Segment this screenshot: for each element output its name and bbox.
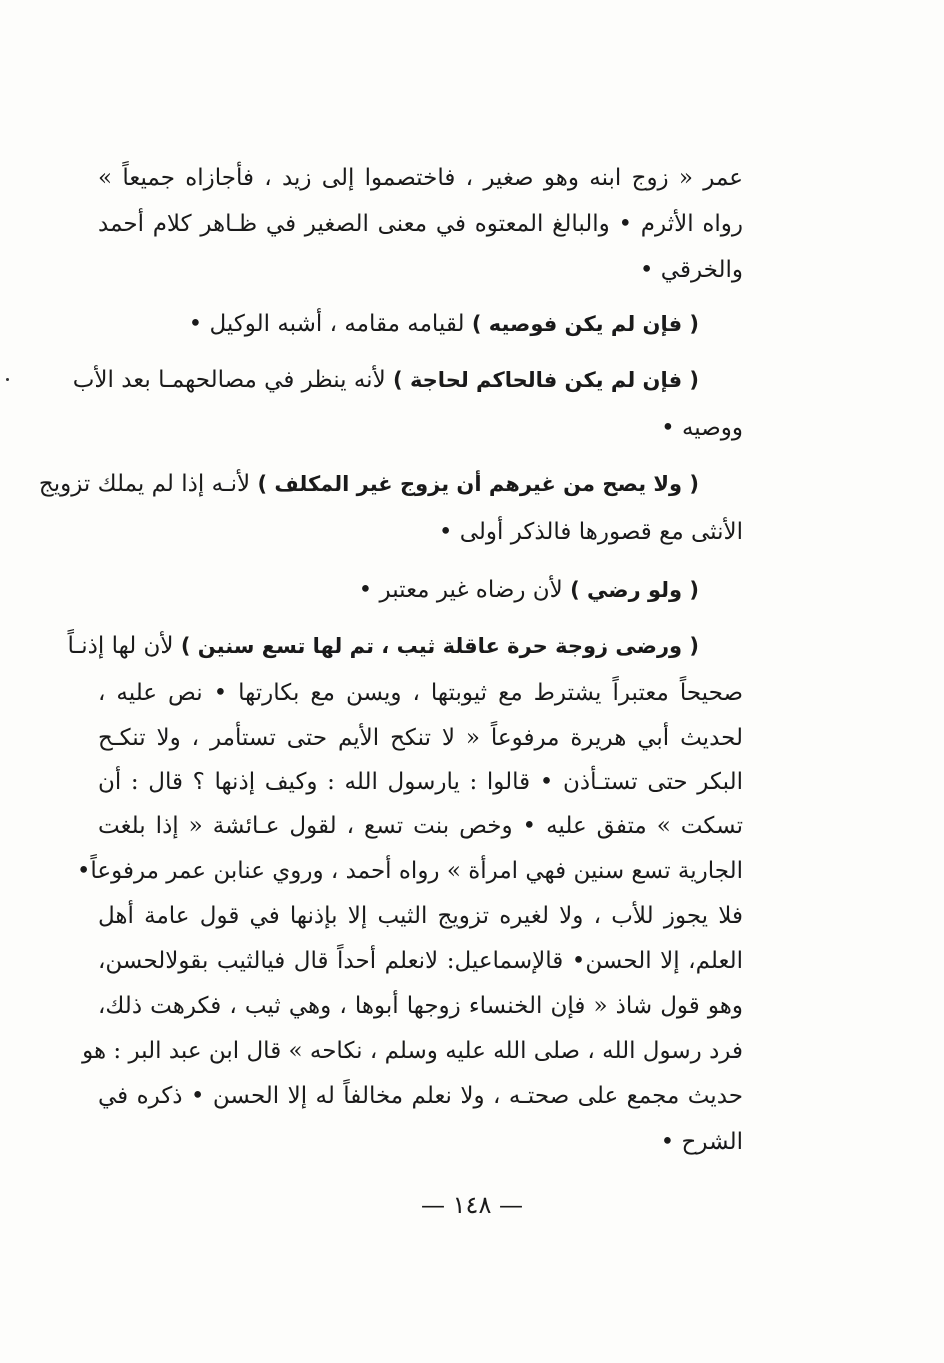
sharh-text: لأن لها إذنـاً [67, 633, 181, 659]
text-line: الشرح • [660, 1129, 743, 1155]
page-number: — ١٤٨ — [421, 1191, 523, 1219]
text-line: فرد رسول الله ، صلى الله عليه وسلم ، نكاحه » قال ابن عبد البر : هو [82, 1038, 743, 1064]
sharh-text: لأن رضاه غير معتبر • [358, 577, 571, 603]
scan-mark [6, 378, 9, 381]
text-line: رواه الأثرم • والبالغ المعتوه في معنى الصغير في ظـاهر كلام أحمد [98, 211, 743, 237]
text-line: عمر « زوج ابنه وهو صغير ، فاختصموا إلى زيد ، فأجازاه جميعاً » [98, 165, 743, 191]
text-line: لحديث أبي هريرة مرفوعاً « لا تنكح الأيم حتى تستأمر ، ولا تنكـح [98, 725, 743, 751]
sharh-text: لأنه ينظر في مصالحهمـا بعد الأب [72, 367, 394, 393]
matn-text: ( ورضى زوجة حرة عاقلة ثيب ، تم لها تسع سنين ) [180, 634, 699, 658]
text-line: الأنثى مع قصورها فالذكر أولى • [438, 519, 743, 545]
sharh-text: لأنـه إذا لم يملك تزويج [38, 471, 258, 497]
text-line: الجارية تسع سنين فهي امرأة » رواه أحمد ، وروي عنابن عمر مرفوعاً• [76, 858, 743, 884]
text-line [67, 626, 699, 666]
text-line [98, 570, 699, 610]
text-line [38, 464, 699, 504]
text-line: العلم، إلا الحسن• قالإسماعيل: لانعلم أحداً قال فيالثيب بقولالحسن، [98, 948, 743, 974]
matn-text: ( ولا يصح من غيرهم أن يزوج غير المكلف ) [257, 472, 699, 496]
text-line [98, 304, 699, 344]
sharh-text: لقيامه مقامه ، أشبه الوكيل • [188, 311, 472, 337]
matn-text: ( فإن لم يكن فوصيه ) [471, 312, 699, 336]
matn-text: ( فإن لم يكن فالحاكم لحاجة ) [393, 368, 699, 392]
text-line: فلا يجوز للأب ، ولا لغيره تزويج الثيب إلا بإذنها في قول عامة أهل [98, 903, 743, 929]
text-line: البكر حتى تستـأذن • قالوا : يارسول الله : وكيف إذنها ؟ قال : أن [98, 769, 743, 795]
text-line: ووصيه • [661, 415, 743, 441]
text-line: والخرقي • [639, 257, 743, 283]
text-line: وهو قول شاذ « فإن الخنساء زوجها أبوها ، وهي ثيب ، فكرهت ذلك، [98, 993, 743, 1019]
text-line: صحيحاً معتبراً يشترط مع ثيوبتها ، ويسن مع بكارتها • نص عليه ، [98, 680, 743, 706]
text-line: حديث مجمع على صحتـه ، ولا نعلم مخالفاً له إلا الحسن • ذكره في [98, 1083, 743, 1109]
matn-text: ( ولو رضي ) [570, 578, 699, 602]
text-line [72, 360, 699, 400]
text-line: تسكت » متفق عليه • وخص بنت تسع ، لقول عـائشة « إذا بلغت [98, 813, 743, 839]
